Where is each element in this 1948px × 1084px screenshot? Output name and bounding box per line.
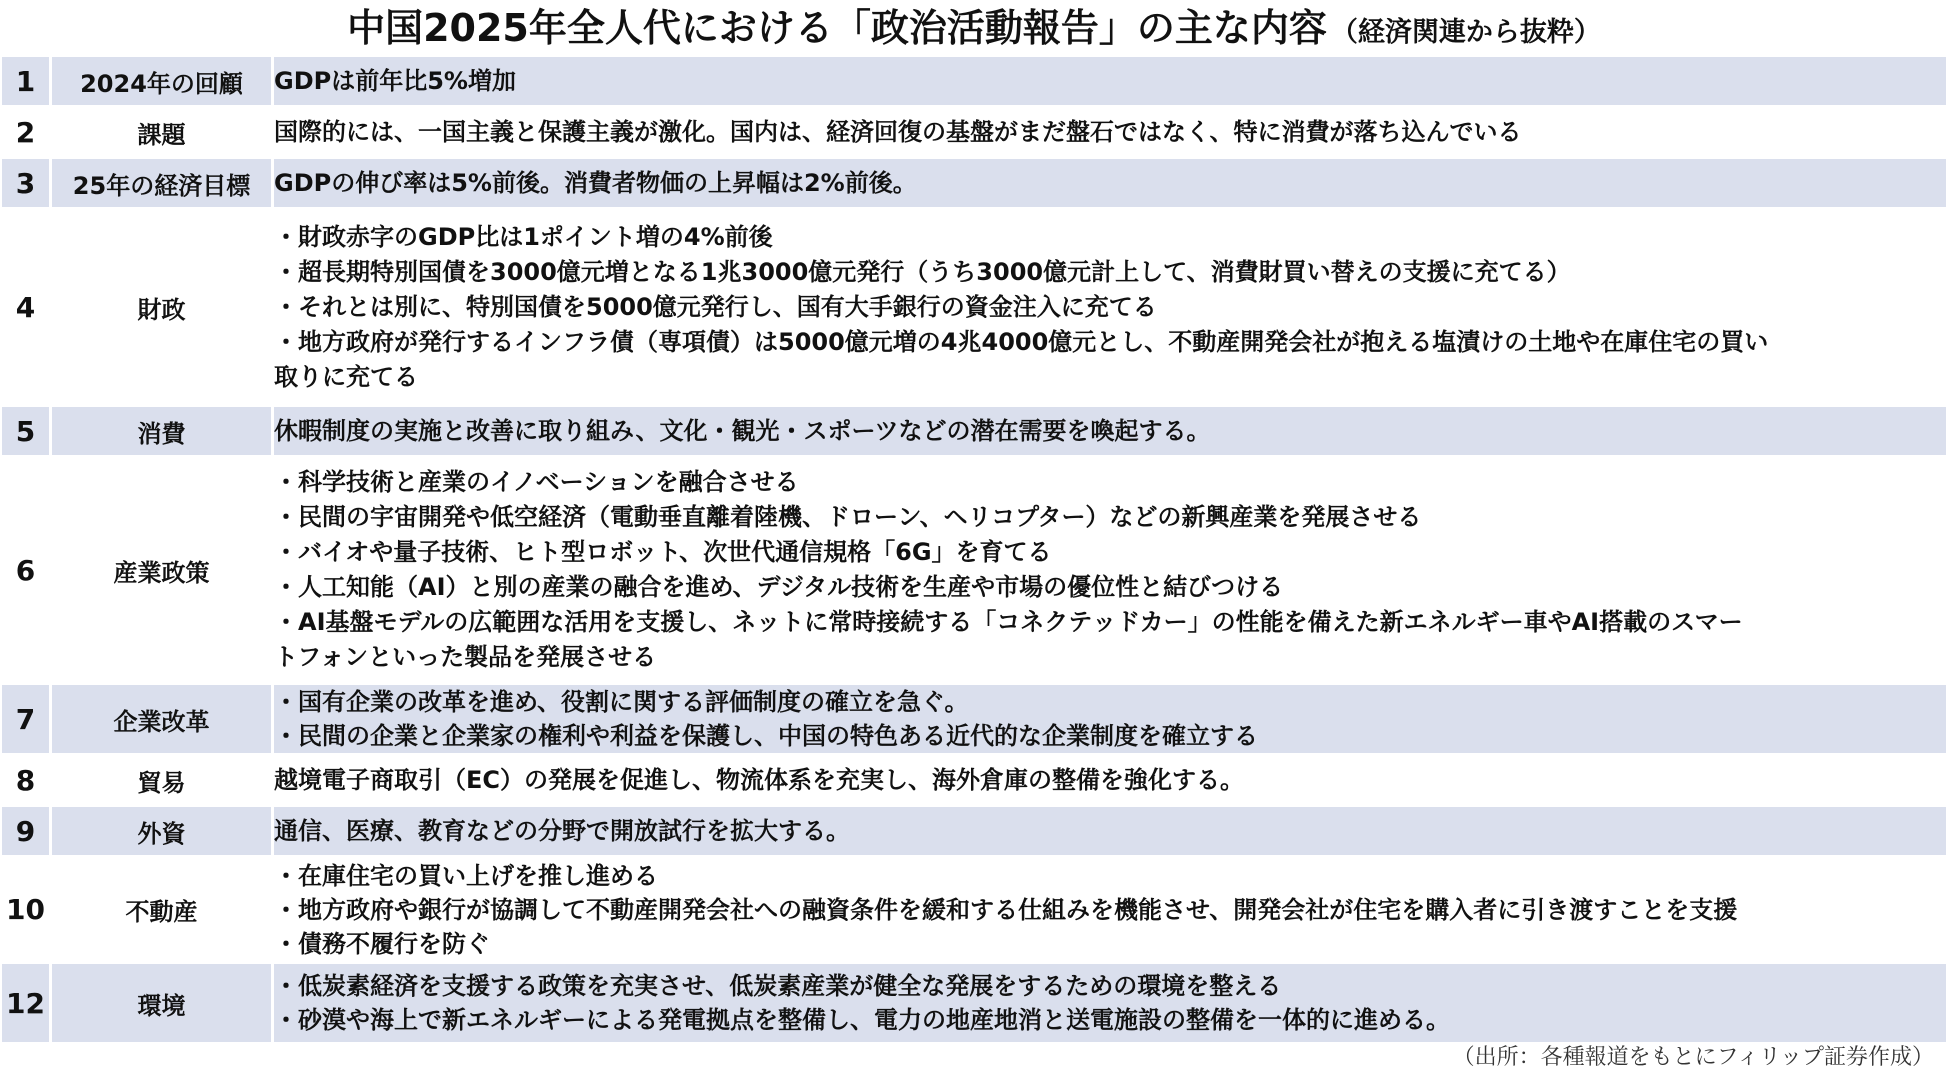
table-row (2, 685, 1946, 753)
row-category: 環境 (52, 964, 274, 1042)
row-category: 消費 (52, 407, 274, 455)
title-main: 中国2025年全人代における「政治活動報告」の主な内容 (347, 6, 1327, 50)
row-content (274, 458, 1946, 682)
content-line: 国際的には、一国主義と保護主義が激化。国内は、経済回復の基盤がまだ盤石ではなく、特に消費が落ち込んでいる (274, 117, 1522, 146)
table-row (2, 858, 1946, 961)
table-row (2, 458, 1946, 682)
row-content (274, 57, 1946, 105)
table-row (2, 756, 1946, 804)
content-line: ・地方政府が発行するインフラ債（専項債）は5000億元増の4兆4000億元とし、不動産開発会社が抱える塩漬けの土地や在庫住宅の買い (274, 327, 1769, 356)
row-category: 25年の経済目標 (52, 159, 274, 207)
row-number: 3 (2, 159, 52, 207)
row-number: 4 (2, 210, 52, 404)
row-category: 財政 (52, 210, 274, 404)
table-row (2, 57, 1946, 105)
row-content (274, 858, 1946, 961)
row-content (274, 685, 1946, 753)
content-line: ・人工知能（AI）と別の産業の融合を進め、デジタル技術を生産や市場の優位性と結びつける (274, 573, 1284, 601)
content-line: ・AI基盤モデルの広範囲な活用を支援し、ネットに常時接続する「コネクテッドカー」の性能を備えた新エネルギー車やAI搭載のスマー (274, 608, 1743, 636)
row-number: 1 (2, 57, 52, 105)
table-row (2, 159, 1946, 207)
row-category: 企業改革 (52, 685, 274, 753)
content-line: GDPの伸び率は5%前後。消費者物価の上昇幅は2%前後。 (274, 168, 917, 197)
content-line: ・民間の宇宙開発や低空経済（電動垂直離着陸機、ドローン、ヘリコプター）などの新興産業を発展させる (274, 503, 1422, 531)
content-line: ・砂漠や海上で新エネルギーによる発電拠点を整備し、電力の地産地消と送電施設の整備を一体的に進める。 (274, 1006, 1450, 1034)
content-line: GDPは前年比5%増加 (274, 66, 516, 95)
row-content (274, 407, 1946, 455)
row-category: 産業政策 (52, 458, 274, 682)
table-row (2, 108, 1946, 156)
row-number: 7 (2, 685, 52, 753)
row-category: 貿易 (52, 756, 274, 804)
content-line: 休暇制度の実施と改善に取り組み、文化・観光・スポーツなどの潜在需要を喚起する。 (274, 416, 1211, 445)
row-category: 外資 (52, 807, 274, 855)
row-number: 5 (2, 407, 52, 455)
row-number: 6 (2, 458, 52, 682)
table-row (2, 807, 1946, 855)
report-table (2, 54, 1946, 1045)
content-line: トフォンといった製品を発展させる (274, 643, 657, 671)
row-content (274, 108, 1946, 156)
content-line: ・地方政府や銀行が協調して不動産開発会社への融資条件を緩和する仕組みを機能させ、開発会社が住宅を購入者に引き渡すことを支援 (274, 895, 1738, 924)
content-line: ・低炭素経済を支援する政策を充実させ、低炭素産業が健全な発展をするための環境を整える (274, 972, 1282, 1000)
table-row (2, 964, 1946, 1042)
row-number: 12 (2, 964, 52, 1042)
content-line: ・民間の企業と企業家の権利や利益を保護し、中国の特色ある近代的な企業制度を確立する (274, 722, 1258, 750)
row-category: 不動産 (52, 858, 274, 961)
content-line: 取りに充てる (274, 362, 418, 391)
source-note: （出所：各種報道をもとにフィリップ証券作成） (1452, 1045, 1934, 1070)
content-line: ・財政赤字のGDP比は1ポイント増の4%前後 (274, 222, 773, 251)
row-content (274, 756, 1946, 804)
table-row (2, 407, 1946, 455)
row-number: 9 (2, 807, 52, 855)
content-line: 越境電子商取引（EC）の発展を促進し、物流体系を充実し、海外倉庫の整備を強化する。 (274, 765, 1245, 794)
row-number: 2 (2, 108, 52, 156)
row-content (274, 210, 1946, 404)
title-subtitle: （経済関連から抜粋） (1330, 17, 1601, 48)
content-line: ・在庫住宅の買い上げを推し進める (274, 861, 658, 890)
content-line: ・債務不履行を防ぐ (274, 929, 490, 958)
content-line: ・科学技術と産業のイノベーションを融合させる (274, 468, 799, 496)
content-line: ・超長期特別国債を3000億元増となる1兆3000億元発行（うち3000億元計上して、消費財買い替えの支援に充てる） (274, 257, 1571, 286)
row-content (274, 807, 1946, 855)
content-line: ・国有企業の改革を進め、役割に関する評価制度の確立を急ぐ。 (274, 688, 969, 716)
table-row (2, 210, 1946, 404)
content-line: ・それとは別に、特別国債を5000億元発行し、国有大手銀行の資金注入に充てる (274, 292, 1157, 321)
content-line: 通信、医療、教育などの分野で開放試行を拡大する。 (274, 816, 850, 845)
row-category: 課題 (52, 108, 274, 156)
row-content (274, 964, 1946, 1042)
row-category: 2024年の回顧 (52, 57, 274, 105)
content-line: ・バイオや量子技術、ヒト型ロボット、次世代通信規格「6G」を育てる (274, 538, 1052, 566)
row-number: 8 (2, 756, 52, 804)
row-number: 10 (2, 858, 52, 961)
page-title (0, 0, 1948, 54)
row-content (274, 159, 1946, 207)
